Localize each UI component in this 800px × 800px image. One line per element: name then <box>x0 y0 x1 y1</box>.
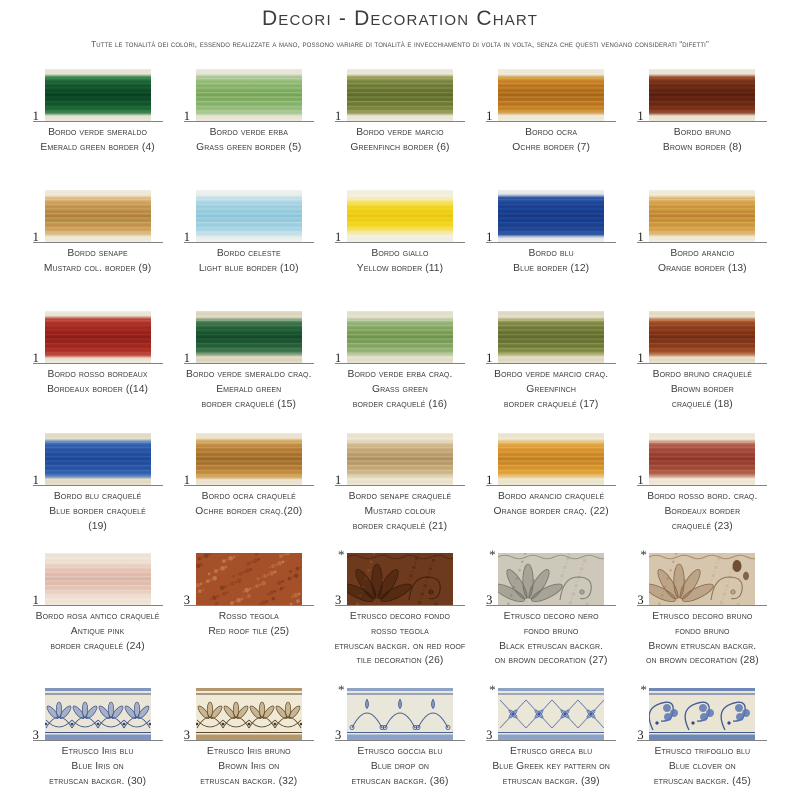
swatch-label-line: Bordeaux border ((14) <box>47 383 149 395</box>
swatch-label-line: Emerald green border (4) <box>40 141 155 153</box>
swatch-frame <box>637 547 767 606</box>
size-number: 1 <box>334 229 342 244</box>
swatch-frame <box>33 63 163 122</box>
swatch-label-line: Orange border (13) <box>658 262 747 274</box>
swatch-labels <box>476 610 627 669</box>
swatch-label-line: Bordo bruno <box>673 127 731 138</box>
size-number: 1 <box>183 229 191 244</box>
swatch-label-line: fondo bruno <box>675 625 730 637</box>
size-number: 1 <box>486 350 493 365</box>
swatch-image <box>498 69 604 121</box>
swatch-labels <box>476 490 627 520</box>
swatch-image <box>498 553 604 605</box>
swatch-frame <box>486 547 616 606</box>
size-number: 1 <box>183 472 191 487</box>
swatch-image <box>498 190 604 242</box>
swatch-image <box>347 190 453 242</box>
swatch-frame <box>33 427 163 486</box>
swatch-frame <box>335 305 465 364</box>
swatch-label-line: border craquelé (17) <box>503 398 599 410</box>
swatch-label-line: etruscan backgr. (36) <box>351 775 449 787</box>
swatch-label-line: Etrusco greca blu <box>509 746 593 757</box>
swatch-label-line: etruscan backgr. on red roof <box>334 640 466 652</box>
swatch-frame <box>184 63 314 122</box>
swatch-label-line: Bordo blu craquelé <box>53 491 142 502</box>
swatch-cell-bordo-celeste <box>173 184 324 305</box>
swatch-label-line: Etrusco decoro bruno <box>652 611 753 622</box>
size-number: 1 <box>486 472 493 487</box>
size-number: 1 <box>183 108 191 123</box>
swatch-cell-etrusco-greca-blu <box>476 682 627 789</box>
swatch-label-line: tile decoration (26) <box>356 655 444 667</box>
swatch-cell-etrusco-iris-blu <box>22 682 173 789</box>
swatch-image <box>347 69 453 121</box>
swatch-frame <box>335 184 465 243</box>
swatch-label-line: Brown border <box>670 383 734 395</box>
swatch-frame <box>637 427 767 486</box>
swatch-label-line: (19) <box>88 520 107 532</box>
swatch-label-line: Bordo rosso bord. craq. <box>647 491 758 502</box>
size-number: 1 <box>334 108 342 123</box>
swatch-labels <box>324 610 475 669</box>
swatch-labels <box>324 368 475 412</box>
swatch-labels <box>173 745 324 789</box>
swatch-labels <box>173 247 324 277</box>
swatch-label-line: Greenfinch border (6) <box>350 141 450 153</box>
swatch-cell-bordo-verde-smeraldo-craq <box>173 305 324 427</box>
swatch-label-line: Grass green border (5) <box>196 141 302 153</box>
swatch-label-line: border craquelé (24) <box>50 640 145 652</box>
swatch-frame <box>486 305 616 364</box>
swatch-labels <box>324 490 475 534</box>
swatch-labels <box>627 368 778 412</box>
swatch-frame <box>335 682 465 741</box>
swatch-image <box>196 311 302 363</box>
swatch-label-line: Bordo rosa antico craquelé <box>35 611 160 622</box>
swatch-image <box>649 433 755 485</box>
swatch-image <box>196 433 302 485</box>
swatch-label-line: border craquelé (15) <box>201 398 297 410</box>
swatch-labels <box>627 745 778 789</box>
swatch-label-line: Blue clover on <box>668 760 736 772</box>
swatch-label-line: fondo bruno <box>523 625 579 637</box>
swatch-frame <box>184 305 314 364</box>
swatch-label-line: Light blue border (10) <box>198 262 299 274</box>
swatch-label-line: Ochre border (7) <box>512 141 590 153</box>
size-number: 1 <box>637 108 644 123</box>
swatch-label-line: Bordo verde marcio <box>356 127 444 138</box>
swatch-label-line: Bordo giallo <box>371 248 429 259</box>
swatch-frame <box>335 63 465 122</box>
swatch-label-line: Antique pink <box>70 625 125 637</box>
swatch-image <box>649 553 755 605</box>
swatch-cell-bordo-senape <box>22 184 173 305</box>
swatch-labels <box>476 247 627 277</box>
asterisk-mark: * <box>489 682 496 697</box>
swatch-frame <box>184 184 314 243</box>
swatch-image <box>347 433 453 485</box>
size-number: 3 <box>334 592 342 607</box>
swatch-label-line: Orange border craq. (22) <box>493 505 609 517</box>
size-number: 3 <box>637 592 644 607</box>
swatch-frame <box>486 427 616 486</box>
swatch-labels <box>627 126 778 156</box>
swatch-label-line: etruscan backgr. (32) <box>200 775 298 787</box>
swatch-labels <box>476 126 627 156</box>
swatch-image <box>649 688 755 740</box>
swatch-label-line: Red roof tile (25) <box>208 625 290 637</box>
swatch-image <box>347 311 453 363</box>
swatch-label-line: Bordo rosso bordeaux <box>47 369 148 380</box>
swatch-labels <box>476 368 627 412</box>
swatch-labels <box>173 368 324 412</box>
swatch-labels <box>173 610 324 640</box>
swatch-label-line: etruscan backgr. (45) <box>653 775 751 787</box>
swatch-label-line: Etrusco decoro nero <box>503 611 599 622</box>
swatch-image <box>196 190 302 242</box>
swatch-label-line: Brown etruscan backgr. <box>648 640 757 652</box>
swatch-cell-bordo-arancio-craq <box>476 427 627 547</box>
swatch-cell-bordo-verde-erba-craq <box>324 305 475 427</box>
swatch-frame <box>486 682 616 741</box>
swatch-label-line: Bordeaux border <box>664 505 741 517</box>
swatch-label-line: Blue Iris on <box>71 760 124 772</box>
swatch-label-line: Etrusco trifoglio blu <box>654 746 751 757</box>
swatch-image <box>498 311 604 363</box>
swatch-labels <box>173 490 324 520</box>
swatch-image <box>347 688 453 740</box>
swatch-labels <box>627 490 778 534</box>
swatch-label-line: Etrusco Iris blu <box>61 746 134 757</box>
swatch-label-line: border craquelé (21) <box>352 520 448 532</box>
swatch-label-line: Bordo celeste <box>216 248 281 259</box>
swatch-frame <box>184 547 314 606</box>
size-number: 3 <box>183 592 191 607</box>
swatch-cell-bordo-verde-marcio <box>324 63 475 184</box>
swatch-frame <box>486 184 616 243</box>
swatch-labels <box>627 610 778 669</box>
size-number: 1 <box>32 350 39 365</box>
swatch-labels <box>22 247 173 277</box>
swatch-label-line: Yellow border (11) <box>356 262 444 274</box>
swatch-cell-etrusco-decoro-fondo-rosso-tegola <box>324 547 475 682</box>
swatch-label-line: Mustard colour <box>364 505 436 517</box>
swatch-labels <box>22 745 173 789</box>
swatch-label-line: Bordo verde smeraldo craq. <box>186 369 312 380</box>
swatch-label-line: craquelé (18) <box>671 398 733 410</box>
swatch-cell-bordo-blu-craq <box>22 427 173 547</box>
swatch-label-line: Bordo verde erba <box>209 127 288 138</box>
swatch-cell-bordo-bruno <box>627 63 778 184</box>
swatch-frame <box>637 305 767 364</box>
size-number: 1 <box>637 472 644 487</box>
swatch-label-line: Brown border (8) <box>662 141 742 153</box>
swatch-label-line: Blue border craquelé <box>49 505 146 517</box>
page-subtitle: Tutte le tonalità dei colori, essendo realizzate a mano, possono variare di tonalità e invecchiamento di volta in volta, senza che questi vengano considerati “difetti” <box>91 39 709 49</box>
swatch-label-line: Bordo verde smeraldo <box>48 127 148 138</box>
size-number: 1 <box>32 472 39 487</box>
swatch-image <box>649 311 755 363</box>
swatch-image <box>45 688 151 740</box>
swatch-labels <box>22 490 173 534</box>
swatch-label-line: Blue border (12) <box>513 262 590 274</box>
swatch-label-line: etruscan backgr. (39) <box>502 775 600 787</box>
swatch-labels <box>324 247 475 277</box>
swatch-image <box>196 553 302 605</box>
swatch-cell-etrusco-iris-bruno <box>173 682 324 789</box>
size-number: 1 <box>637 350 644 365</box>
swatch-labels <box>476 745 627 789</box>
swatch-label-line: etruscan backgr. (30) <box>49 775 147 787</box>
swatch-cell-bordo-ocra-craq <box>173 427 324 547</box>
swatch-frame <box>335 427 465 486</box>
swatch-image <box>498 688 604 740</box>
swatch-frame <box>637 682 767 741</box>
swatch-label-line: Blue Greek key pattern on <box>492 760 610 772</box>
swatch-image <box>649 190 755 242</box>
size-number: 1 <box>183 350 191 365</box>
swatch-frame <box>637 63 767 122</box>
swatch-label-line: Bordo bruno craquelé <box>652 369 753 380</box>
swatch-label-line: craquelé (23) <box>671 520 733 532</box>
swatch-label-line: Etrusco decoro fondo <box>349 611 451 622</box>
size-number: 1 <box>32 108 39 123</box>
size-number: 3 <box>334 727 342 742</box>
swatch-grid <box>22 63 778 789</box>
swatch-image <box>45 311 151 363</box>
swatch-frame <box>33 682 163 741</box>
size-number: 3 <box>32 727 39 742</box>
swatch-image <box>196 69 302 121</box>
swatch-frame <box>486 63 616 122</box>
size-number: 1 <box>32 229 39 244</box>
swatch-label-line: Bordo ocra craquelé <box>201 491 296 502</box>
swatch-frame <box>637 184 767 243</box>
swatch-label-line: Blue drop on <box>370 760 430 772</box>
swatch-label-line: Bordo ocra <box>525 127 578 138</box>
asterisk-mark: * <box>489 547 496 562</box>
swatch-cell-etrusco-decoro-nero-fondo-bruno <box>476 547 627 682</box>
swatch-cell-etrusco-trifoglio-blu <box>627 682 778 789</box>
swatch-label-line: Emerald green <box>216 383 282 395</box>
swatch-label-line: Rosso tegola <box>218 611 279 622</box>
swatch-label-line: Ochre border craq.(20) <box>195 505 303 517</box>
swatch-image <box>498 433 604 485</box>
asterisk-mark: * <box>640 682 647 697</box>
swatch-image <box>45 69 151 121</box>
swatch-label-line: Black etruscan backgr. <box>499 640 604 652</box>
swatch-label-line: Brown Iris on <box>218 760 280 772</box>
swatch-cell-bordo-ocra <box>476 63 627 184</box>
size-number: 1 <box>334 350 342 365</box>
size-number: 3 <box>486 727 493 742</box>
swatch-cell-bordo-bruno-craq <box>627 305 778 427</box>
swatch-cell-bordo-verde-marcio-craq <box>476 305 627 427</box>
swatch-cell-etrusco-decoro-bruno-fondo-bruno <box>627 547 778 682</box>
swatch-label-line: Bordo verde marcio craq. <box>494 369 609 380</box>
swatch-labels <box>22 126 173 156</box>
asterisk-mark: * <box>640 547 647 562</box>
swatch-label-line: on brown decoration (28) <box>645 655 759 667</box>
swatch-labels <box>22 610 173 654</box>
swatch-label-line: Mustard col. border (9) <box>43 262 152 274</box>
swatch-frame <box>184 427 314 486</box>
swatch-frame <box>335 547 465 606</box>
asterisk-mark: * <box>337 547 345 562</box>
size-number: 3 <box>183 727 191 742</box>
swatch-frame <box>33 547 163 606</box>
swatch-labels <box>22 368 173 398</box>
swatch-cell-rosso-tegola <box>173 547 324 682</box>
swatch-cell-bordo-senape-craq <box>324 427 475 547</box>
size-number: 3 <box>486 592 493 607</box>
swatch-label-line: Bordo arancio <box>670 248 735 259</box>
swatch-label-line: Bordo verde erba craq. <box>347 369 453 380</box>
asterisk-mark: * <box>337 682 345 697</box>
swatch-label-line: Greenfinch <box>526 383 577 395</box>
size-number: 1 <box>32 592 39 607</box>
swatch-labels <box>324 126 475 156</box>
swatch-cell-bordo-arancio <box>627 184 778 305</box>
swatch-cell-bordo-blu <box>476 184 627 305</box>
swatch-label-line: Grass green <box>372 383 428 395</box>
swatch-label-line: Bordo blu <box>528 248 574 259</box>
size-number: 3 <box>637 727 644 742</box>
size-number: 1 <box>486 108 493 123</box>
swatch-labels <box>627 247 778 277</box>
swatch-image <box>45 190 151 242</box>
size-number: 1 <box>486 229 493 244</box>
swatch-cell-etrusco-goccia-blu <box>324 682 475 789</box>
swatch-cell-bordo-giallo <box>324 184 475 305</box>
swatch-cell-bordo-rosso-bord-craq <box>627 427 778 547</box>
swatch-label-line: Bordo senape <box>67 248 128 259</box>
swatch-cell-bordo-verde-smeraldo <box>22 63 173 184</box>
swatch-labels <box>173 126 324 156</box>
swatch-cell-bordo-rosso-bordeaux <box>22 305 173 427</box>
swatch-labels <box>324 745 475 789</box>
size-number: 1 <box>334 472 342 487</box>
swatch-label-line: Bordo senape craquelé <box>348 491 452 502</box>
swatch-frame <box>33 184 163 243</box>
swatch-label-line: Bordo arancio craquelé <box>498 491 605 502</box>
swatch-image <box>649 69 755 121</box>
swatch-label-line: Etrusco Iris bruno <box>206 746 291 757</box>
swatch-image <box>347 553 453 605</box>
swatch-image <box>45 553 151 605</box>
page-title: Decori - Decoration Chart <box>261 7 539 30</box>
swatch-cell-bordo-verde-erba <box>173 63 324 184</box>
swatch-image <box>196 688 302 740</box>
swatch-frame <box>184 682 314 741</box>
swatch-frame <box>33 305 163 364</box>
chart-header <box>0 0 800 50</box>
swatch-label-line: Etrusco goccia blu <box>357 746 443 757</box>
swatch-label-line: border craquelé (16) <box>352 398 448 410</box>
swatch-cell-bordo-rosa-antico-craq <box>22 547 173 682</box>
swatch-label-line: on brown decoration (27) <box>494 655 608 667</box>
swatch-image <box>45 433 151 485</box>
size-number: 1 <box>637 229 644 244</box>
swatch-label-line: rosso tegola <box>371 625 429 637</box>
